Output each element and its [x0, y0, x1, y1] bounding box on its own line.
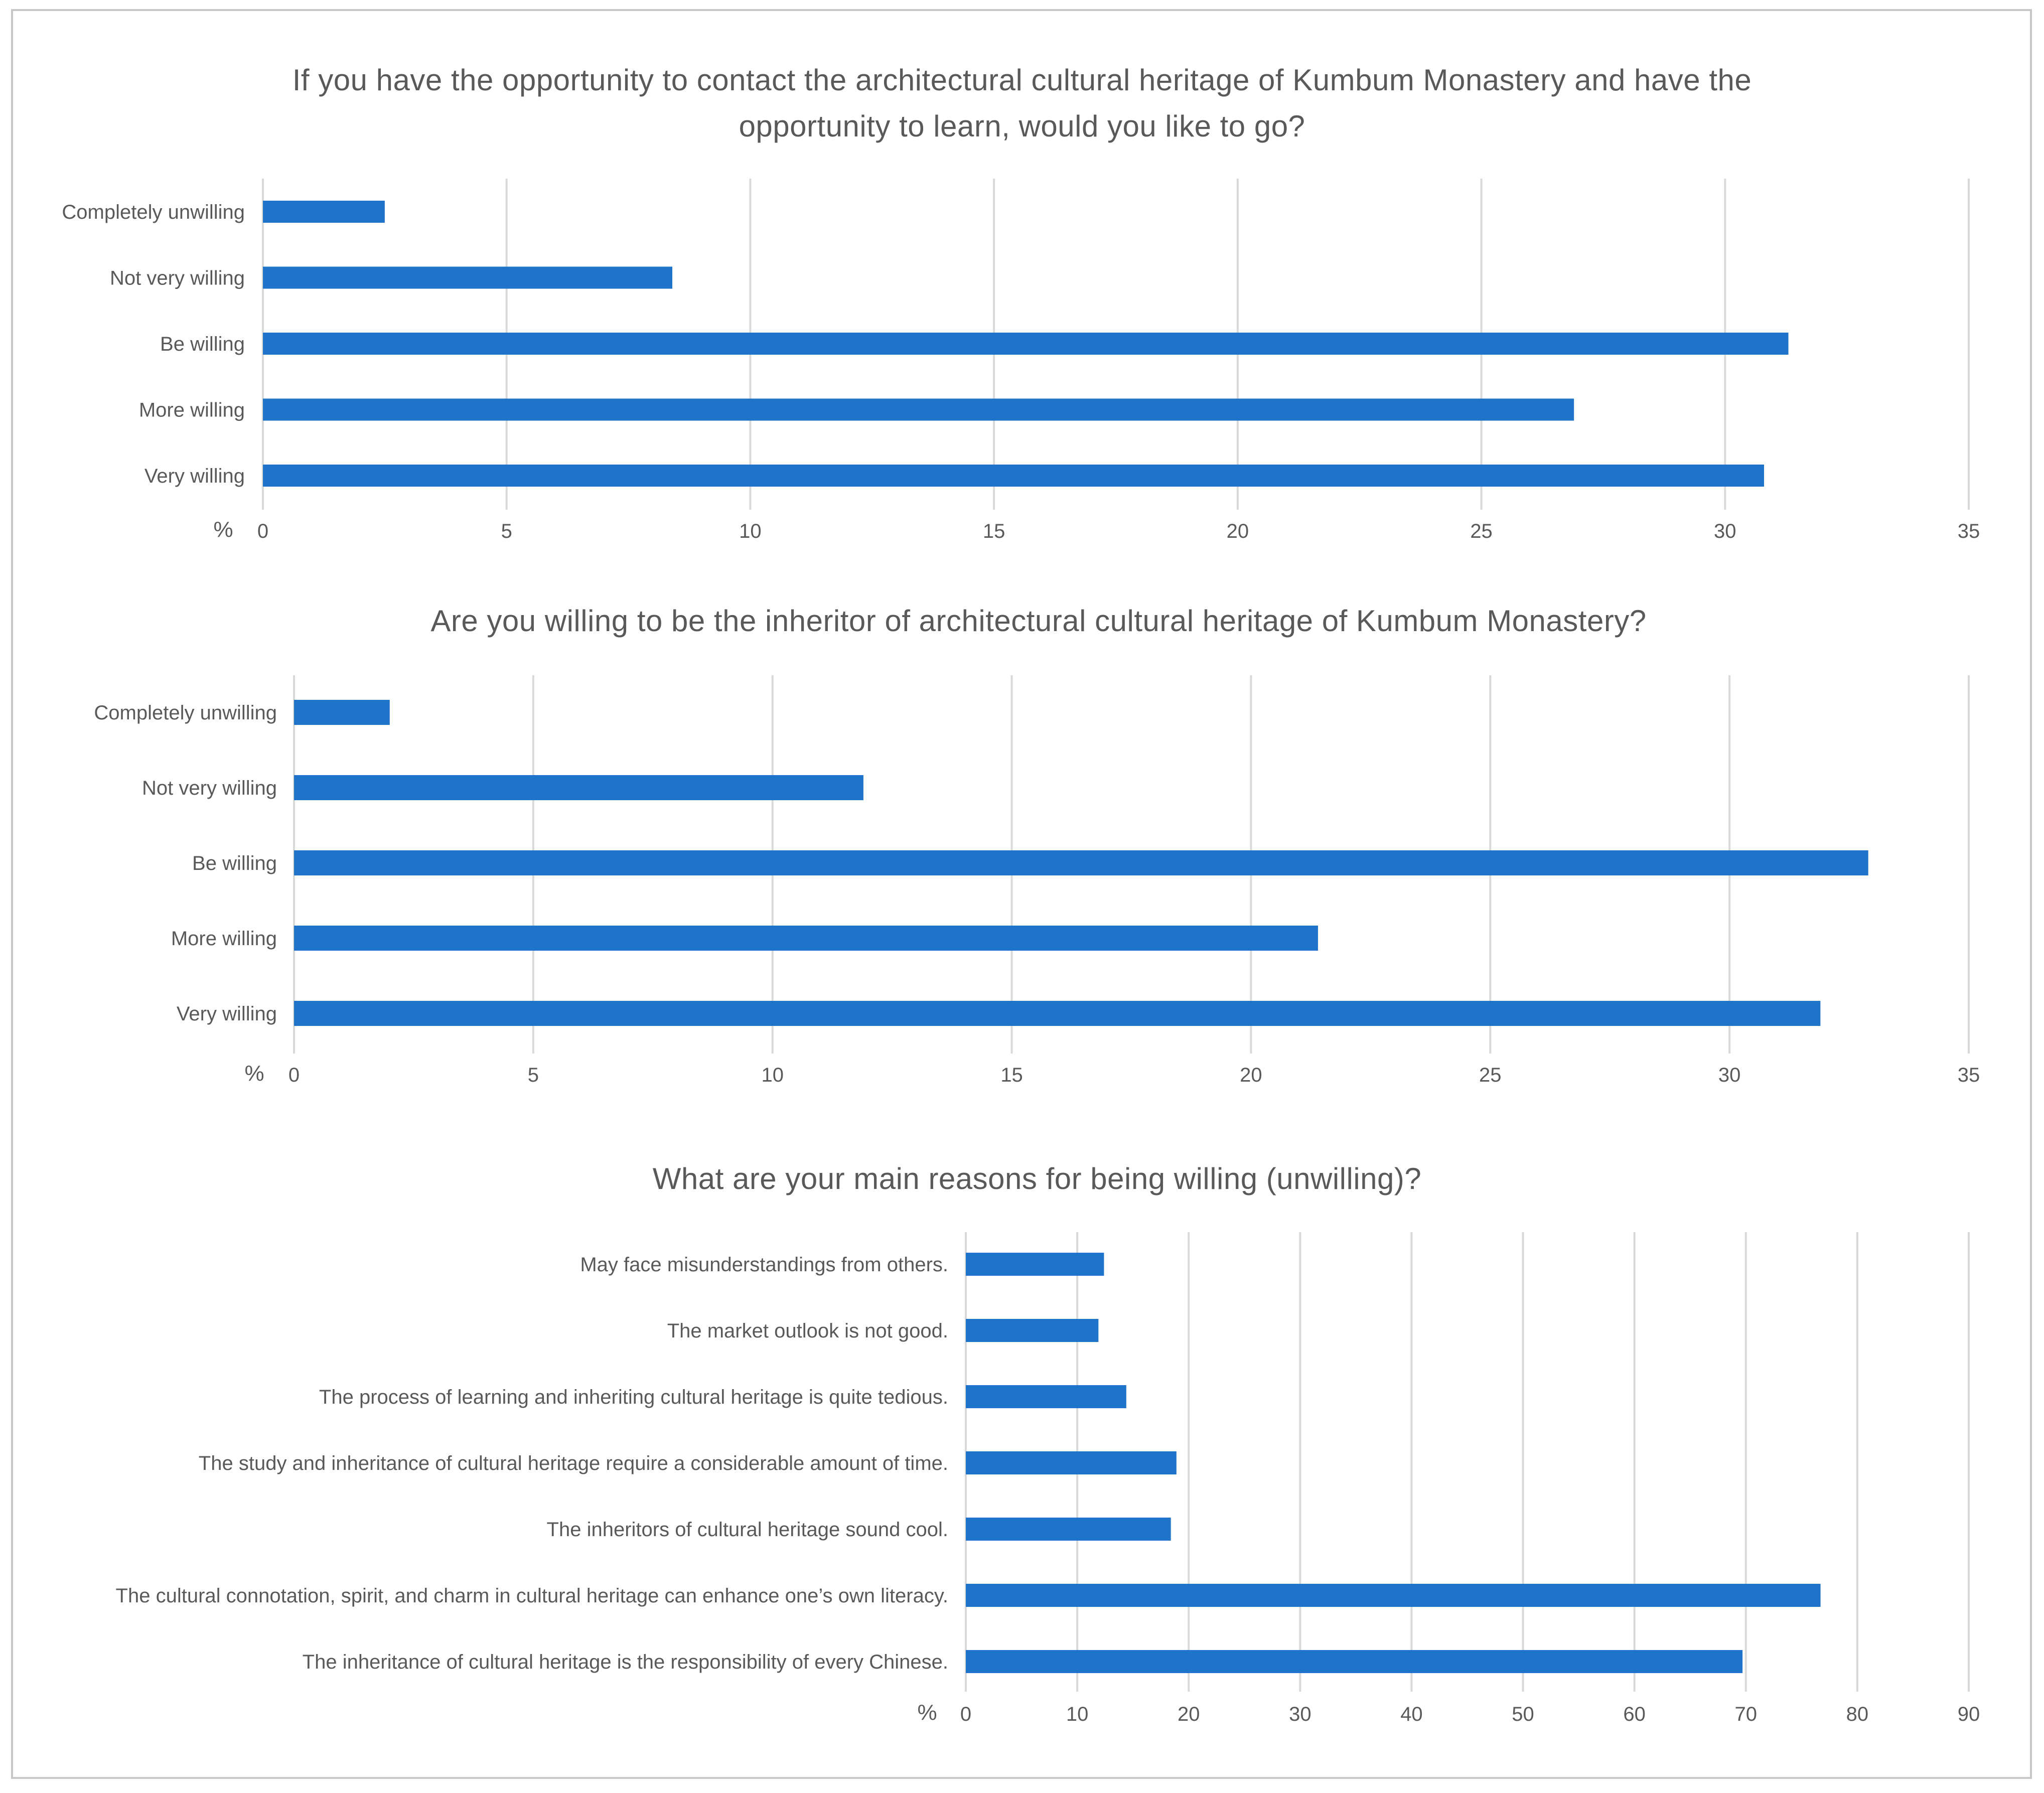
chart-2-tick-label: 0	[288, 1064, 300, 1086]
chart-3-bar	[966, 1319, 1098, 1342]
chart-2-bar	[294, 1001, 1820, 1026]
chart-2-tick-label: 30	[1718, 1064, 1741, 1086]
chart-2-tick-label: 10	[761, 1064, 784, 1086]
chart-3-tick-label: 80	[1846, 1703, 1869, 1725]
chart-3-bar	[966, 1518, 1171, 1541]
chart-1-category-label: Completely unwilling	[62, 201, 245, 223]
chart-1-bars	[263, 201, 1789, 487]
chart-1-tick-labels	[257, 520, 1980, 542]
chart-2	[94, 604, 1980, 1086]
chart-3-tick-label: 90	[1957, 1703, 1980, 1725]
chart-3-category-label: The study and inheritance of cultural heritage require a considerable amount of time.	[198, 1452, 948, 1474]
chart-3-bar	[966, 1253, 1104, 1276]
chart-3-category-label: The cultural connotation, spirit, and charm in cultural heritage can enhance one’s own literacy.	[115, 1585, 948, 1607]
chart-2-category-label: More willing	[171, 928, 277, 950]
chart-1-category-label: Not very willing	[110, 267, 245, 289]
chart-3-tick-label: 20	[1177, 1703, 1200, 1725]
chart-3-category-label: The inheritance of cultural heritage is the responsibility of every Chinese.	[302, 1651, 948, 1673]
chart-1-tick-label: 35	[1957, 520, 1980, 542]
chart-1-unit-label: %	[213, 517, 233, 542]
chart-2-category-label: Completely unwilling	[94, 702, 277, 724]
chart-3-bar	[966, 1584, 1821, 1607]
chart-3-category-labels	[116, 1254, 948, 1673]
chart-2-bar	[294, 775, 863, 800]
chart-1-tick-label: 5	[501, 520, 512, 542]
chart-3-tick-labels	[960, 1703, 1980, 1725]
chart-3-tick-label: 70	[1734, 1703, 1758, 1725]
chart-2-unit-label: %	[244, 1061, 264, 1086]
chart-2-tick-label: 20	[1240, 1064, 1262, 1086]
chart-2-bar	[294, 850, 1868, 875]
chart-1-bar	[263, 399, 1574, 421]
chart-3-tick-label: 30	[1289, 1703, 1311, 1725]
chart-1-category-labels	[62, 201, 245, 487]
chart-1-tick-label: 20	[1226, 520, 1249, 542]
chart-2-bar	[294, 926, 1318, 951]
chart-2-tick-label: 15	[1000, 1064, 1023, 1086]
chart-1-tick-label: 0	[257, 520, 269, 542]
chart-1	[62, 63, 1980, 542]
chart-3-bar	[966, 1650, 1742, 1673]
chart-3-unit-label: %	[917, 1700, 937, 1725]
chart-2-category-label: Be willing	[192, 852, 277, 874]
chart-3-tick-label: 0	[960, 1703, 972, 1725]
chart-2-bars	[294, 700, 1868, 1026]
chart-2-bar	[294, 700, 390, 725]
chart-1-tick-label: 25	[1470, 520, 1493, 542]
chart-2-tick-labels	[288, 1064, 1980, 1086]
chart-2-tick-label: 35	[1957, 1064, 1980, 1086]
chart-1-bar	[263, 201, 385, 223]
chart-1-category-label: Very willing	[144, 465, 245, 487]
chart-3-title: What are your main reasons for being willing (unwilling)?	[652, 1162, 1422, 1196]
chart-3-tick-label: 50	[1512, 1703, 1534, 1725]
chart-1-bar	[263, 465, 1764, 487]
chart-2-title: Are you willing to be the inheritor of architectural cultural heritage of Kumbum Monastery?	[430, 604, 1647, 638]
chart-1-category-label: More willing	[138, 399, 245, 421]
chart-3-tick-label: 60	[1623, 1703, 1646, 1725]
chart-3-category-label: May face misunderstandings from others.	[580, 1254, 948, 1276]
chart-1-category-label: Be willing	[160, 333, 245, 355]
chart-3-bars	[966, 1253, 1821, 1673]
chart-3-bar	[966, 1451, 1177, 1474]
chart-3-category-label: The process of learning and inheriting cultural heritage is quite tedious.	[319, 1386, 948, 1408]
chart-1-title-line-1: If you have the opportunity to contact the architectural cultural heritage of Kumbum Monastery and have the	[292, 63, 1752, 97]
chart-2-category-label: Not very willing	[142, 777, 277, 799]
chart-1-tick-label: 30	[1714, 520, 1736, 542]
chart-3-bar	[966, 1385, 1126, 1408]
chart-2-category-label: Very willing	[176, 1003, 277, 1025]
chart-3	[116, 1162, 1980, 1725]
chart-1-bar	[263, 333, 1789, 355]
chart-3-tick-label: 40	[1400, 1703, 1423, 1725]
chart-2-tick-label: 5	[527, 1064, 539, 1086]
chart-3-tick-label: 10	[1066, 1703, 1089, 1725]
chart-2-category-labels	[94, 702, 277, 1025]
chart-3-category-label: The market outlook is not good.	[667, 1320, 948, 1342]
chart-2-tick-label: 25	[1479, 1064, 1502, 1086]
chart-3-category-label: The inheritors of cultural heritage sound cool.	[546, 1519, 948, 1541]
chart-1-tick-label: 10	[739, 520, 762, 542]
chart-1-bar	[263, 267, 672, 289]
chart-1-title-line-2: opportunity to learn, would you like to go?	[739, 109, 1305, 143]
chart-1-tick-label: 15	[982, 520, 1005, 542]
